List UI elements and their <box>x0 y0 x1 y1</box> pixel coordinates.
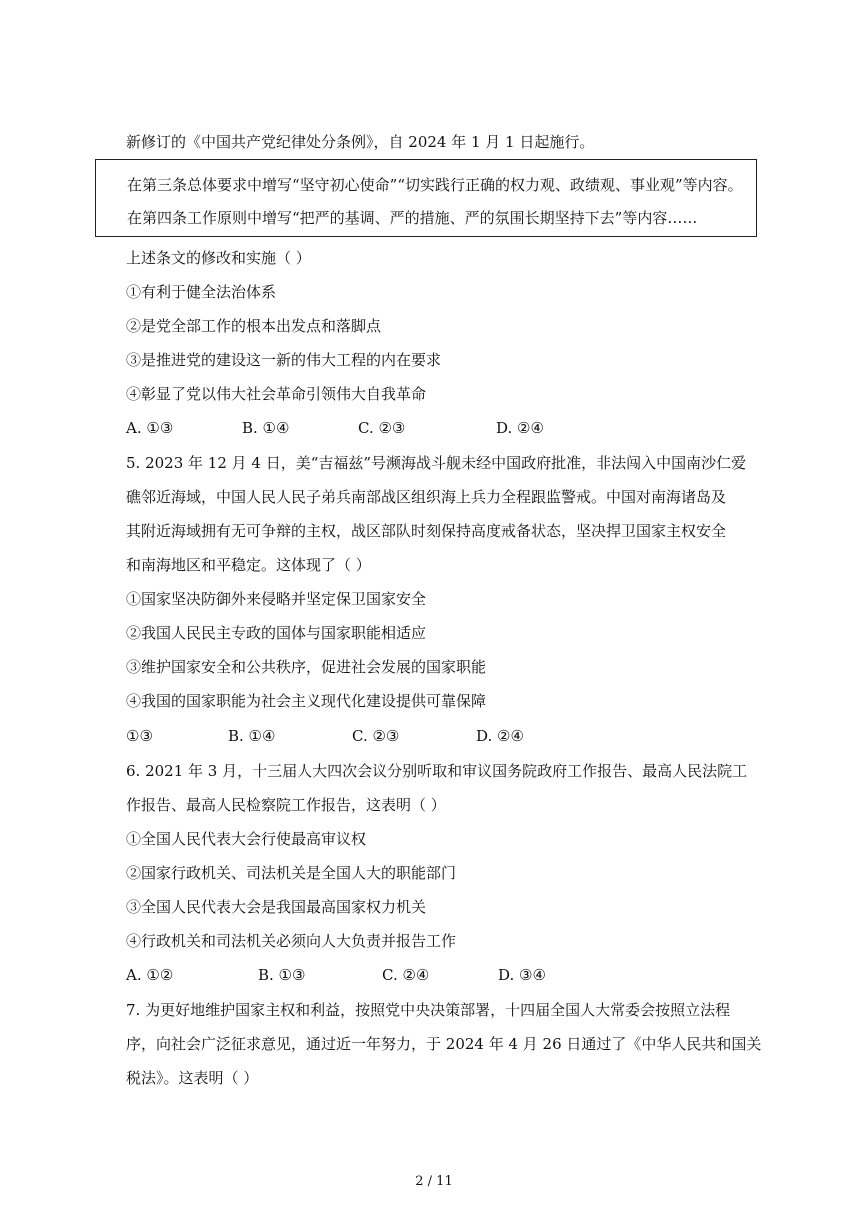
quote-line: 在第四条工作原则中增写“把严的基调、严的措施、严的氛围长期坚持下去”等内容…… <box>127 209 698 227</box>
q6-stem: 作报告、最高人民检察院工作报告，这表明（ ） <box>126 796 446 814</box>
q4-stem: 上述条文的修改和实施（ ） <box>126 249 311 267</box>
option-c[interactable]: C. ②③ <box>352 727 400 745</box>
q7-stem: 7. 为更好地维护国家主权和利益，按照党中央决策部署，十四届全国人大常委会按照立法程 <box>126 1001 731 1019</box>
q6-item: ③全国人民代表大会是我国最高国家权力机关 <box>126 898 427 916</box>
q4-item: ①有利于健全法治体系 <box>126 283 277 301</box>
option-a[interactable]: ①③ <box>126 727 153 745</box>
option-c[interactable]: C. ②④ <box>382 966 430 984</box>
page-number: 2 / 11 <box>415 1174 453 1189</box>
q6-stem: 6. 2021 年 3 月，十三届人大四次会议分别听取和审议国务院政府工作报告、最高人民法院工 <box>126 762 748 780</box>
q6-item: ②国家行政机关、司法机关是全国人大的职能部门 <box>126 864 457 882</box>
q6-item: ④行政机关和司法机关必须向人大负责并报告工作 <box>126 932 457 950</box>
q5-item: ①国家坚决防御外来侵略并坚定保卫国家安全 <box>126 590 427 608</box>
q5-stem: 其附近海域拥有无可争辩的主权，战区部队时刻保持高度戒备状态，坚决捍卫国家主权安全 <box>126 522 727 540</box>
option-b[interactable]: B. ①③ <box>258 966 306 984</box>
q5-item: ④我国的国家职能为社会主义现代化建设提供可靠保障 <box>126 692 487 710</box>
q4-item: ③是推进党的建设这一新的伟大工程的内在要求 <box>126 351 442 369</box>
option-b[interactable]: B. ①④ <box>242 419 290 437</box>
q7-stem: 税法》。这表明（ ） <box>126 1069 259 1087</box>
option-d[interactable]: D. ②④ <box>476 727 524 745</box>
q5-item: ②我国人民民主专政的国体与国家职能相适应 <box>126 624 427 642</box>
q7-stem: 序，向社会广泛征求意见，通过近一年努力，于 2024 年 4 月 26 日通过了《中华人民共和国关 <box>126 1035 762 1053</box>
q5-stem: 5. 2023 年 12 月 4 日，美“吉福兹”号濒海战斗舰未经中国政府批准，非法闯入中国南沙仁爱 <box>126 454 747 472</box>
quote-line: 在第三条总体要求中增写“坚守初心使命”“切实践行正确的权力观、政绩观、事业观”等内容。 <box>127 176 743 194</box>
option-c[interactable]: C. ②③ <box>358 419 406 437</box>
intro-line: 新修订的《中国共产党纪律处分条例》，自 2024 年 1 月 1 日起施行。 <box>126 133 595 151</box>
option-d[interactable]: D. ②④ <box>496 419 544 437</box>
quote-box <box>95 159 757 237</box>
q4-item: ④彰显了党以伟大社会革命引领伟大自我革命 <box>126 385 427 403</box>
q4-item: ②是党全部工作的根本出发点和落脚点 <box>126 317 382 335</box>
q6-item: ①全国人民代表大会行使最高审议权 <box>126 830 367 848</box>
option-a[interactable]: A. ①② <box>126 966 174 984</box>
option-d[interactable]: D. ③④ <box>498 966 546 984</box>
q5-stem: 礁邻近海域，中国人民人民子弟兵南部战区组织海上兵力全程跟监警戒。中国对南海诸岛及 <box>126 488 727 506</box>
q5-item: ③维护国家安全和公共秩序，促进社会发展的国家职能 <box>126 658 487 676</box>
option-a[interactable]: A. ①③ <box>126 419 174 437</box>
q5-stem: 和南海地区和平稳定。这体现了（ ） <box>126 556 371 574</box>
option-b[interactable]: B. ①④ <box>228 727 276 745</box>
